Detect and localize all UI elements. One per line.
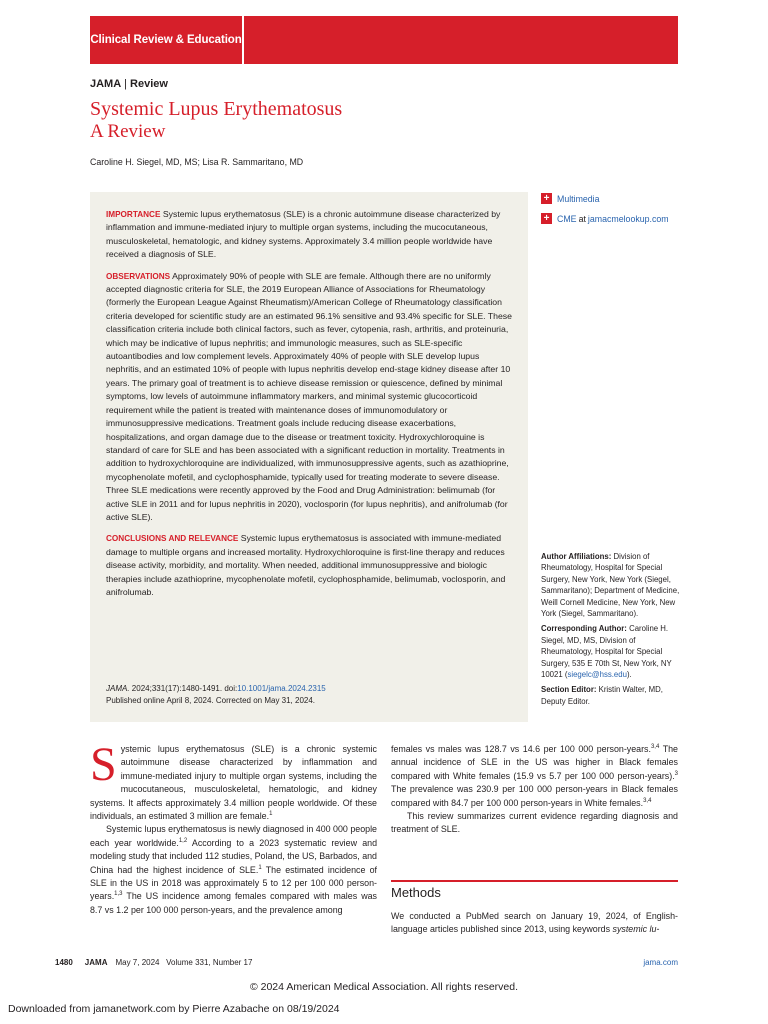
journal-header — [90, 78, 168, 90]
abstract-observations — [106, 270, 516, 525]
author-list: Caroline H. Siegel, MD, MS; Lisa R. Sammaritano, MD — [90, 157, 304, 167]
body-column-right — [391, 743, 678, 837]
citation-journal: JAMA. — [106, 684, 130, 693]
section-editor — [541, 684, 683, 707]
article-type: Review — [130, 78, 168, 90]
doi-link[interactable]: 10.1001/jama.2024.2315 — [237, 684, 326, 693]
page-footer — [55, 958, 252, 967]
footer-journal: JAMA — [84, 958, 108, 967]
abstract-importance — [106, 208, 516, 262]
importance-text: Systemic lupus erythematosus (SLE) is a chronic autoimmune disease characterized by inflammation and immune-mediated injury to multiple organ systems, including the mucocutaneous, musculoskeletal, hematologic, and kidney systems. Approximately 3.4 million people worldwide have received a diagnosis of SLE. — [106, 209, 501, 260]
abstract-content — [106, 208, 516, 607]
methods-rule — [391, 880, 678, 882]
author-affiliations — [541, 551, 683, 619]
citation-details: 2024;331(17):1480-1491. — [131, 684, 223, 693]
editor-text: Kristin Walter, MD, Deputy Editor. — [541, 685, 663, 706]
body-paragraph-2 — [90, 823, 377, 917]
download-notice: Downloaded from jamanetwork.com by Pierre Azabache on 08/19/2024 — [8, 1003, 340, 1015]
methods-heading: Methods — [391, 885, 441, 900]
footer-issue: May 7, 2024 Volume 331, Number 17 — [115, 958, 253, 967]
journal-name: JAMA — [90, 78, 122, 90]
published-date: Published online April 8, 2024. Corrected on May 31, 2024. — [106, 696, 316, 705]
ref-3-4[interactable]: 3,4 — [650, 744, 660, 751]
methods-text: We conducted a PubMed search on January 19, 2024, of English-language articles published since 2013, using keywords — [391, 911, 678, 935]
cme-label: CME — [557, 213, 577, 224]
p3a-text: females vs males was 128.7 vs 14.6 per 100 000 person-years. — [391, 744, 651, 754]
body-paragraph-4: This review summarizes current evidence regarding diagnosis and treatment of SLE. — [391, 811, 678, 835]
abstract-box — [90, 192, 528, 722]
conclusions-text: Systemic lupus erythematosus is associated with immune-mediated damage to multiple organs and increased mortality. Hydroxychloroquine is first-line therapy and reduces disease activity, morbidity, and mortality. When needed, additional immunosuppressive and biologic therapies include azathioprine, mycophenolate mofetil, cyclophosphamide, belimumab, voclosporin, and anifrolumab. — [106, 533, 506, 597]
ref-1-3[interactable]: 1,3 — [114, 891, 123, 898]
methods-paragraph — [391, 910, 678, 937]
p2c-text: The estimated incidence of SLE in the US in 2018 was approximately 5 to 12 per 100 000 person-years. — [90, 864, 377, 902]
affil-heading: Author Affiliations: — [541, 552, 612, 561]
importance-heading: IMPORTANCE — [106, 210, 161, 219]
plus-icon: + — [541, 213, 552, 224]
p2d-text: The US incidence among females compared with males was 8.7 vs 1.2 per 100 000 person-years, and the prevalence among — [90, 891, 377, 915]
methods-italic: systemic lu- — [612, 924, 660, 935]
ref-1[interactable]: 1 — [269, 811, 273, 818]
corresponding-author — [541, 623, 683, 680]
copyright-notice: © 2024 American Medical Association. All rights reserved. — [249, 981, 519, 993]
p2b-text: According to a 2023 systematic review and modeling study that included 112 studies, Poland, the US, Barbados, and China had the highest incidence of SLE. — [90, 837, 378, 875]
multimedia-link[interactable] — [541, 193, 600, 204]
multimedia-label: Multimedia — [557, 193, 600, 204]
cme-at: at — [578, 213, 586, 224]
corr-text: Caroline H. Siegel, MD, MS, Division of Rheumatology, Hospital for Special Surgery, 535 E 70th St, New York, NY 10021 ( — [541, 624, 672, 680]
footer-site-link[interactable]: jama.com — [643, 958, 678, 967]
section-banner — [90, 16, 678, 64]
citation — [106, 683, 516, 707]
ref-1b[interactable]: 1 — [258, 864, 262, 871]
corr-heading: Corresponding Author: — [541, 624, 627, 634]
body-column-left — [90, 738, 378, 917]
article-subtitle: A Review — [90, 121, 166, 142]
body-paragraph-1 — [90, 738, 377, 823]
observations-heading: OBSERVATIONS — [106, 271, 171, 281]
cme-url[interactable]: jamacmelookup.com — [587, 213, 669, 224]
editor-heading: Section Editor: — [541, 685, 597, 695]
p3b-text: The annual incidence of SLE in the US was higher in Black females compared with White females (15.9 vs 5.7 per 100 000 person-years). — [391, 744, 678, 781]
plus-icon: + — [541, 193, 552, 204]
header-separator: | — [124, 78, 128, 90]
body-paragraph-3 — [391, 743, 678, 810]
page-number: 1480 — [55, 958, 73, 967]
p1-text: ystemic lupus erythematosus (SLE) is a chronic systemic autoimmune disease characterized by inflammation and immune-mediated injury to multiple organ systems, including the mucocutaneous, musculoskeletal, hematologic, and kidney systems. It affects approximately 3.4 million people worldwide. Of these individuals, an estimated 3 million are female. — [90, 744, 377, 822]
ref-3-4b[interactable]: 3,4 — [643, 797, 652, 804]
article-title: Systemic Lupus Erythematosus — [90, 98, 343, 120]
doi-prefix: doi: — [224, 684, 238, 693]
ref-3[interactable]: 3 — [674, 770, 678, 777]
abstract-conclusions — [106, 532, 516, 599]
conclusions-heading: CONCLUSIONS AND RELEVANCE — [106, 534, 239, 544]
p2a-text: Systemic lupus erythematosus is newly diagnosed in 400 000 people each year worldwide. — [90, 824, 377, 848]
drop-cap: S — [90, 738, 117, 791]
cme-link[interactable] — [541, 213, 669, 224]
corr-end: ). — [626, 670, 632, 680]
author-info — [541, 551, 683, 711]
banner-divider — [242, 16, 244, 64]
observations-text: Approximately 90% of people with SLE are female. Although there are no uniformly accepted diagnostic criteria for SLE, the 2019 European Alliance of Associations for Rheumatology (formerly the European League Against Rheumatism)/American College of Rheumatology classification criteria developed for scientific study are an estimated 96.1% sensitive and 93.4% specific for SLE. These classification criteria include both clinical factors, such as fever, cytopenia, rash, arthritis, and proteinuria, which may be indicative of lupus nephritis; and immunologic measures, such as SLE-specific autoantibodies and low complement levels. Approximately 40% of people with SLE develop lupus nephritis, and an estimated 10% of people with lupus nephritis develop end-stage kidney disease after 10 years. The primary goal of treatment is to achieve disease remission or quiescence, defined by minimal symptoms, low levels of autoimmune inflammatory markers, and minimal systemic glucocorticoid requirement while the patient is treated with maintenance doses of immunomodulatory or immunosuppressive medications. Treatment goals include reducing disease exacerbations, hospitalizations, and organ damage due to the disease or treatment toxicity. Hydroxychloroquine is standard of care for SLE and has been associated with a significant reduction in mortality. Treatments in addition to hydroxychloroquine are individualized, with immunosuppressive agents, such as azathioprine, mycophenolate mofetil, and cyclophosphamide, typically used for treating moderate to severe disease. Three SLE medications were recently approved by the Food and Drug Administration: belimumab (for active SLE in 2011 and for lupus nephritis in 2020), voclosporin (for lupus nephritis), and anifrolumab (for active SLE). — [106, 270, 512, 522]
banner-label: Clinical Review & Education — [90, 34, 242, 46]
p3c-text: The prevalence was 230.9 per 100 000 person-years in Black females compared with 84.7 per 100 000 person-years in White females. — [391, 784, 678, 808]
corr-email-link[interactable]: siegelc@hss.edu — [567, 670, 627, 680]
affil-text: Division of Rheumatology, Hospital for Special Surgery, New York, New York (Siegel, Sammaritano); Department of Medicine, Weill Cornell Medicine, New York, New York (Siegel, Sammaritano). — [541, 552, 680, 619]
ref-1-2[interactable]: 1,2 — [178, 837, 188, 844]
